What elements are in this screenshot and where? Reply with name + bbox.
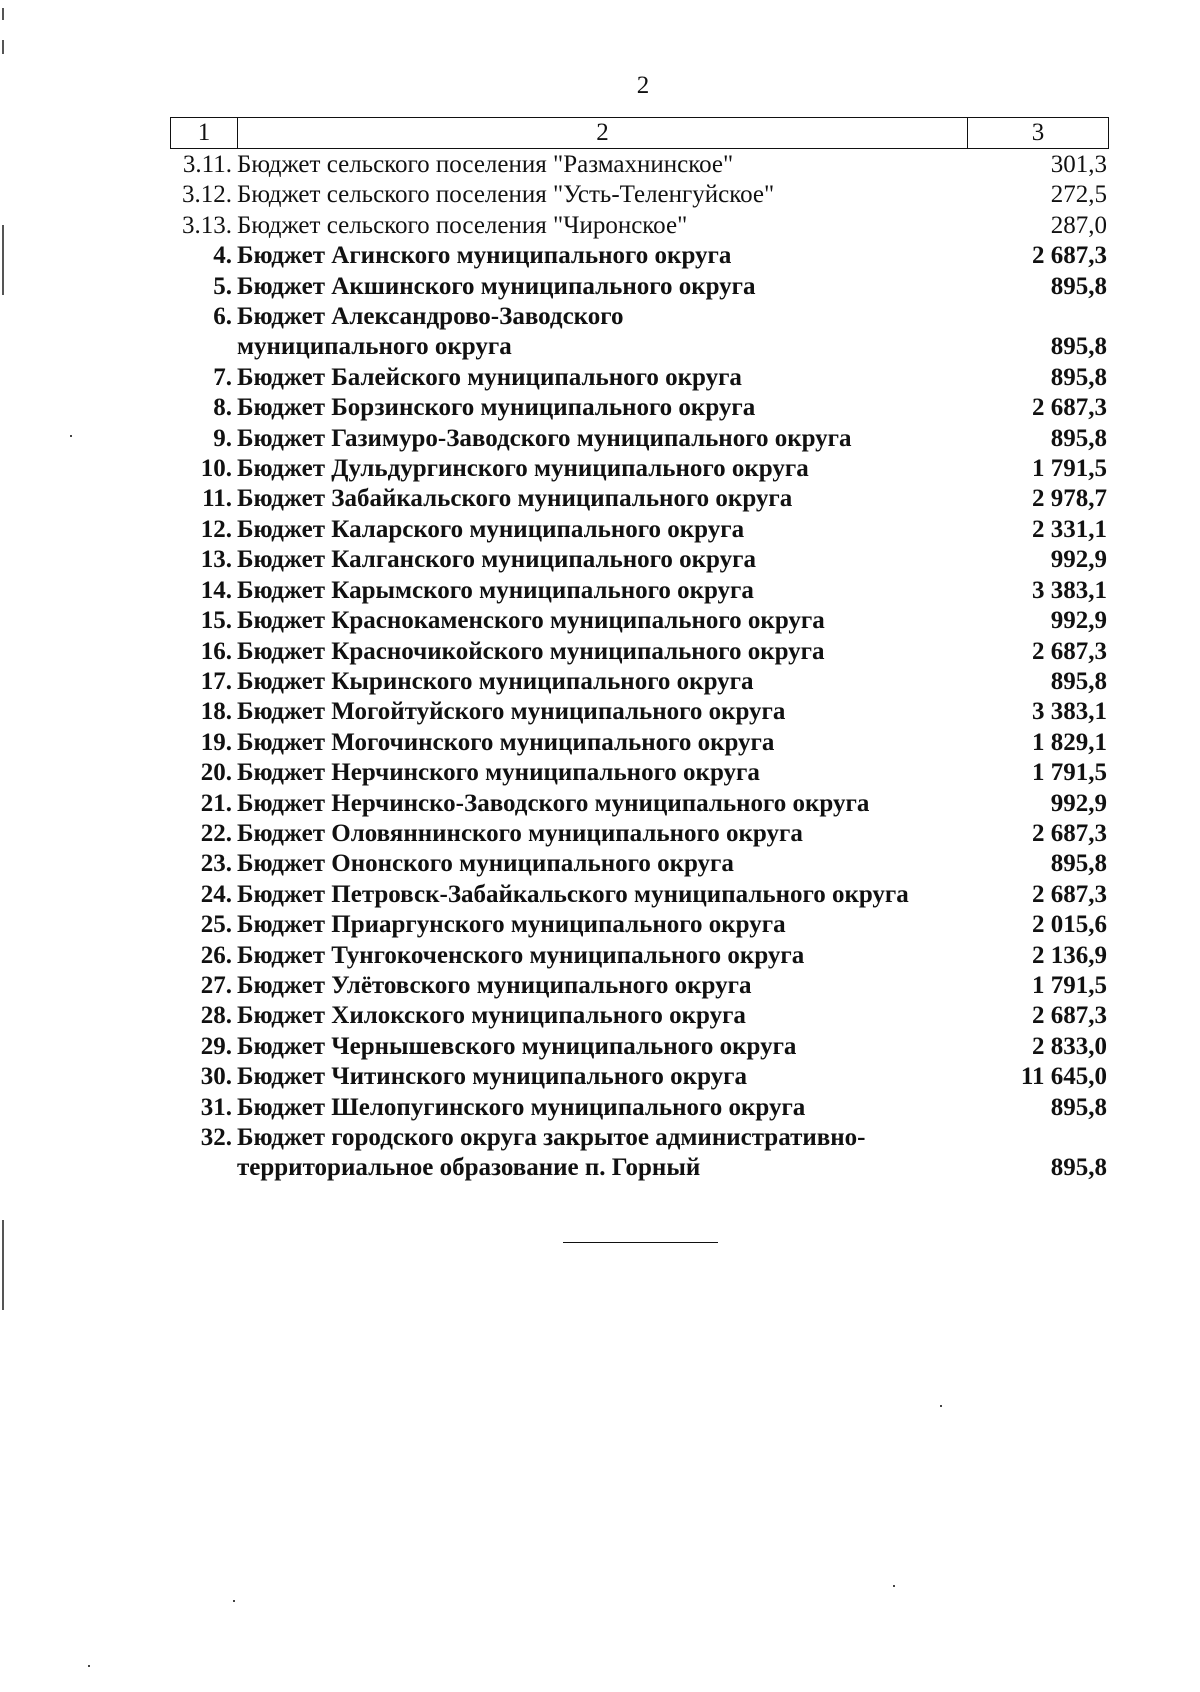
table-row	[170, 545, 1109, 575]
row-number: 31.	[200, 1093, 232, 1121]
scan-speck	[233, 1600, 235, 1602]
row-number: 25.	[200, 911, 232, 939]
budget-name-line: Бюджет Акшинского муниципального округа	[237, 272, 756, 300]
row-number: 23.	[200, 850, 232, 878]
row-amount	[1012, 515, 1109, 545]
row-budget-name	[237, 484, 1012, 514]
table-row	[170, 1093, 1109, 1123]
budget-name-line: Бюджет Забайкальского муниципального округа	[237, 485, 793, 513]
amount-value: 1 829,1	[1032, 728, 1107, 756]
row-amount	[1012, 424, 1109, 454]
column-header-2: 2	[238, 118, 968, 148]
row-budget-name	[237, 424, 1012, 454]
row-number: 16.	[200, 637, 232, 665]
row-budget-name	[237, 545, 1012, 575]
row-number: 15.	[200, 607, 232, 635]
table-row	[170, 1001, 1109, 1031]
row-budget-name	[237, 637, 1012, 667]
budget-name-line: Бюджет Красночикойского муниципального округа	[237, 637, 825, 665]
row-budget-name	[237, 302, 1012, 363]
table-row	[170, 272, 1109, 302]
row-number: 11.	[202, 485, 232, 513]
amount-value: 11 645,0	[1020, 1063, 1107, 1091]
budget-name-line: Бюджет Газимуро-Заводского муниципального округа	[237, 424, 852, 452]
table-row	[170, 180, 1109, 210]
row-amount	[1012, 789, 1109, 819]
row-budget-name	[237, 272, 1012, 302]
row-number: 28.	[200, 1002, 232, 1030]
page-number: 2	[636, 72, 650, 99]
end-rule-divider	[563, 1242, 718, 1243]
row-amount	[1012, 302, 1109, 363]
row-number: 7.	[213, 363, 232, 391]
row-amount	[1012, 211, 1109, 241]
row-budget-name	[237, 393, 1012, 423]
budget-name-line: муниципального округа	[237, 333, 512, 361]
amount-value: 2 833,0	[1032, 1032, 1107, 1060]
row-budget-name	[237, 241, 1012, 271]
table-row	[170, 393, 1109, 423]
amount-value: 1 791,5	[1032, 455, 1107, 483]
scan-speck	[70, 435, 72, 437]
row-budget-name	[237, 1123, 1012, 1184]
amount-value: 3 383,1	[1032, 576, 1107, 604]
amount-value: 2 136,9	[1032, 941, 1107, 969]
row-number: 6.	[213, 303, 232, 331]
row-budget-name	[237, 971, 1012, 1001]
column-header-1: 1	[171, 118, 238, 148]
amount-value: 992,9	[1050, 546, 1107, 574]
row-amount	[1012, 1001, 1109, 1031]
amount-value: 895,8	[1050, 1154, 1107, 1182]
amount-value: 895,8	[1050, 1093, 1107, 1121]
budget-name-line: Бюджет Улётовского муниципального округа	[237, 971, 752, 999]
table-row	[170, 667, 1109, 697]
amount-value: 2 687,3	[1032, 242, 1107, 270]
table-row	[170, 1123, 1109, 1184]
scan-speck	[940, 1405, 942, 1407]
budget-name-line: Бюджет Оловяннинского муниципального округа	[237, 819, 803, 847]
scan-edge-mark	[2, 225, 4, 295]
table-row	[170, 150, 1109, 180]
scan-edge-mark	[2, 1220, 4, 1310]
row-budget-name	[237, 1001, 1012, 1031]
row-number: 8.	[213, 394, 232, 422]
row-budget-name	[237, 1093, 1012, 1123]
budget-name-line: Бюджет Нерчинского муниципального округа	[237, 759, 760, 787]
budget-name-line: Бюджет Шелопугинского муниципального округа	[237, 1093, 806, 1121]
budget-name-line: Бюджет городского округа закрытое административно-	[237, 1124, 866, 1151]
scan-speck	[893, 1585, 895, 1587]
budget-name-line: Бюджет Кыринского муниципального округа	[237, 667, 754, 695]
row-number: 9.	[213, 424, 232, 452]
amount-value: 2 687,3	[1032, 637, 1107, 665]
table-row	[170, 484, 1109, 514]
amount-value: 895,8	[1050, 333, 1107, 361]
budget-name-line: Бюджет Нерчинско-Заводского муниципального округа	[237, 789, 870, 817]
row-amount	[1012, 241, 1109, 271]
row-amount	[1012, 180, 1109, 210]
row-budget-name	[237, 758, 1012, 788]
amount-value: 2 978,7	[1032, 485, 1107, 513]
budget-name-line: Бюджет Ононского муниципального округа	[237, 850, 734, 878]
table-row	[170, 819, 1109, 849]
budget-table-body	[170, 150, 1109, 1184]
table-row	[170, 789, 1109, 819]
amount-value: 895,8	[1050, 363, 1107, 391]
amount-value: 2 331,1	[1032, 515, 1107, 543]
row-amount	[1012, 363, 1109, 393]
budget-name-line: Бюджет Хилокского муниципального округа	[237, 1002, 746, 1030]
row-number: 20.	[200, 759, 232, 787]
budget-name-line: Бюджет Карымского муниципального округа	[237, 576, 754, 604]
table-row	[170, 241, 1109, 271]
row-number: 21.	[200, 789, 232, 817]
budget-name-line: Бюджет Калганского муниципального округа	[237, 546, 756, 574]
row-number: 3.11.	[182, 151, 232, 178]
budget-name-line: Бюджет Агинского муниципального округа	[237, 242, 732, 270]
row-amount	[1012, 1093, 1109, 1123]
budget-name-line: Бюджет Петровск-Забайкальского муниципального округа	[237, 880, 909, 908]
row-number: 4.	[213, 242, 232, 270]
amount-value: 1 791,5	[1032, 971, 1107, 999]
table-row	[170, 302, 1109, 363]
row-amount	[1012, 150, 1109, 180]
budget-name-line: Бюджет сельского поселения "Размахнинское"	[237, 151, 734, 178]
amount-value: 1 791,5	[1032, 759, 1107, 787]
row-number: 14.	[200, 576, 232, 604]
row-amount	[1012, 545, 1109, 575]
table-row	[170, 211, 1109, 241]
budget-name-line: Бюджет сельского поселения "Усть-Теленгуйское"	[237, 181, 775, 209]
budget-name-line: Бюджет Читинского муниципального округа	[237, 1063, 747, 1091]
row-number: 10.	[200, 455, 232, 483]
row-amount	[1012, 849, 1109, 879]
budget-name-line: Бюджет Тунгокоченского муниципального округа	[237, 941, 805, 969]
amount-value: 992,9	[1050, 607, 1107, 635]
scan-speck	[88, 1665, 90, 1667]
amount-value: 895,8	[1050, 850, 1107, 878]
row-number: 22.	[200, 819, 232, 847]
row-amount	[1012, 454, 1109, 484]
amount-value: 2 687,3	[1032, 394, 1107, 422]
row-number: 27.	[200, 971, 232, 999]
table-row	[170, 758, 1109, 788]
row-budget-name	[237, 667, 1012, 697]
table-row	[170, 363, 1109, 393]
row-amount	[1012, 941, 1109, 971]
row-amount	[1012, 1032, 1109, 1062]
row-number: 18.	[200, 698, 232, 726]
scan-edge-mark	[2, 40, 4, 54]
row-budget-name	[237, 606, 1012, 636]
row-budget-name	[237, 880, 1012, 910]
amount-value: 895,8	[1050, 667, 1107, 695]
budget-name-line: Бюджет Александрово-Заводского	[237, 303, 624, 331]
amount-value: 895,8	[1050, 424, 1107, 452]
row-amount	[1012, 667, 1109, 697]
row-number: 26.	[200, 941, 232, 969]
row-number: 24.	[200, 880, 232, 908]
row-number: 19.	[200, 728, 232, 756]
row-amount	[1012, 697, 1109, 727]
budget-name-line: Бюджет сельского поселения "Чиронское"	[237, 211, 688, 239]
amount-value: 2 687,3	[1032, 880, 1107, 908]
row-budget-name	[237, 819, 1012, 849]
row-number: 30.	[200, 1063, 232, 1091]
row-budget-name	[237, 576, 1012, 606]
row-number: 3.12.	[182, 181, 232, 209]
budget-name-line: Бюджет Могойтуйского муниципального округа	[237, 698, 786, 726]
table-header	[170, 117, 1109, 149]
row-amount	[1012, 576, 1109, 606]
table-row	[170, 606, 1109, 636]
table-row	[170, 1062, 1109, 1092]
row-amount	[1012, 484, 1109, 514]
budget-name-line: Бюджет Приаргунского муниципального округа	[237, 911, 786, 939]
amount-value: 3 383,1	[1032, 698, 1107, 726]
amount-value: 992,9	[1050, 789, 1107, 817]
row-amount	[1012, 1062, 1109, 1092]
row-budget-name	[237, 789, 1012, 819]
row-number: 17.	[200, 667, 232, 695]
table-row	[170, 424, 1109, 454]
row-budget-name	[237, 1062, 1012, 1092]
amount-value: 2 015,6	[1032, 911, 1107, 939]
row-amount	[1012, 393, 1109, 423]
table-row	[170, 1032, 1109, 1062]
row-amount	[1012, 971, 1109, 1001]
budget-name-line: Бюджет Балейского муниципального округа	[237, 363, 742, 391]
row-number: 3.13.	[182, 211, 232, 239]
row-amount	[1012, 819, 1109, 849]
row-budget-name	[237, 910, 1012, 940]
row-number: 32.	[200, 1124, 232, 1151]
amount-value: 2 687,3	[1032, 1002, 1107, 1030]
table-row	[170, 454, 1109, 484]
row-number: 5.	[213, 272, 232, 300]
row-number: 12.	[200, 515, 232, 543]
table-row	[170, 941, 1109, 971]
row-budget-name	[237, 363, 1012, 393]
table-row	[170, 697, 1109, 727]
amount-value: 287,0	[1050, 211, 1107, 239]
row-budget-name	[237, 211, 1012, 241]
table-row	[170, 849, 1109, 879]
row-amount	[1012, 880, 1109, 910]
table-row	[170, 576, 1109, 606]
table-row	[170, 971, 1109, 1001]
budget-name-line: Бюджет Борзинского муниципального округа	[237, 394, 756, 422]
row-amount	[1012, 637, 1109, 667]
row-budget-name	[237, 454, 1012, 484]
row-budget-name	[237, 849, 1012, 879]
budget-name-line: Бюджет Дульдургинского муниципального округа	[237, 455, 809, 483]
row-number: 29.	[200, 1032, 232, 1060]
row-amount	[1012, 1123, 1109, 1184]
row-amount	[1012, 606, 1109, 636]
row-amount	[1012, 758, 1109, 788]
amount-value: 895,8	[1050, 272, 1107, 300]
budget-name-line: Бюджет Чернышевского муниципального округа	[237, 1032, 797, 1060]
amount-value: 2 687,3	[1032, 819, 1107, 847]
row-amount	[1012, 272, 1109, 302]
table-row	[170, 880, 1109, 910]
row-budget-name	[237, 728, 1012, 758]
row-budget-name	[237, 941, 1012, 971]
column-header-3: 3	[1031, 119, 1045, 146]
table-row	[170, 728, 1109, 758]
row-amount	[1012, 910, 1109, 940]
table-row	[170, 515, 1109, 545]
budget-name-line: Бюджет Могочинского муниципального округа	[237, 728, 775, 756]
table-row	[170, 637, 1109, 667]
table-row	[170, 910, 1109, 940]
amount-value: 272,5	[1050, 181, 1107, 209]
budget-name-line: Бюджет Каларского муниципального округа	[237, 515, 745, 543]
row-budget-name	[237, 1032, 1012, 1062]
row-budget-name	[237, 180, 1012, 210]
row-budget-name	[237, 150, 1012, 180]
amount-value: 301,3	[1050, 151, 1107, 178]
row-budget-name	[237, 515, 1012, 545]
row-amount	[1012, 728, 1109, 758]
row-budget-name	[237, 697, 1012, 727]
row-number: 13.	[200, 546, 232, 574]
budget-name-line: Бюджет Краснокаменского муниципального округа	[237, 607, 825, 635]
budget-name-line: территориальное образование п. Горный	[237, 1154, 701, 1182]
scan-edge-mark	[2, 8, 4, 20]
